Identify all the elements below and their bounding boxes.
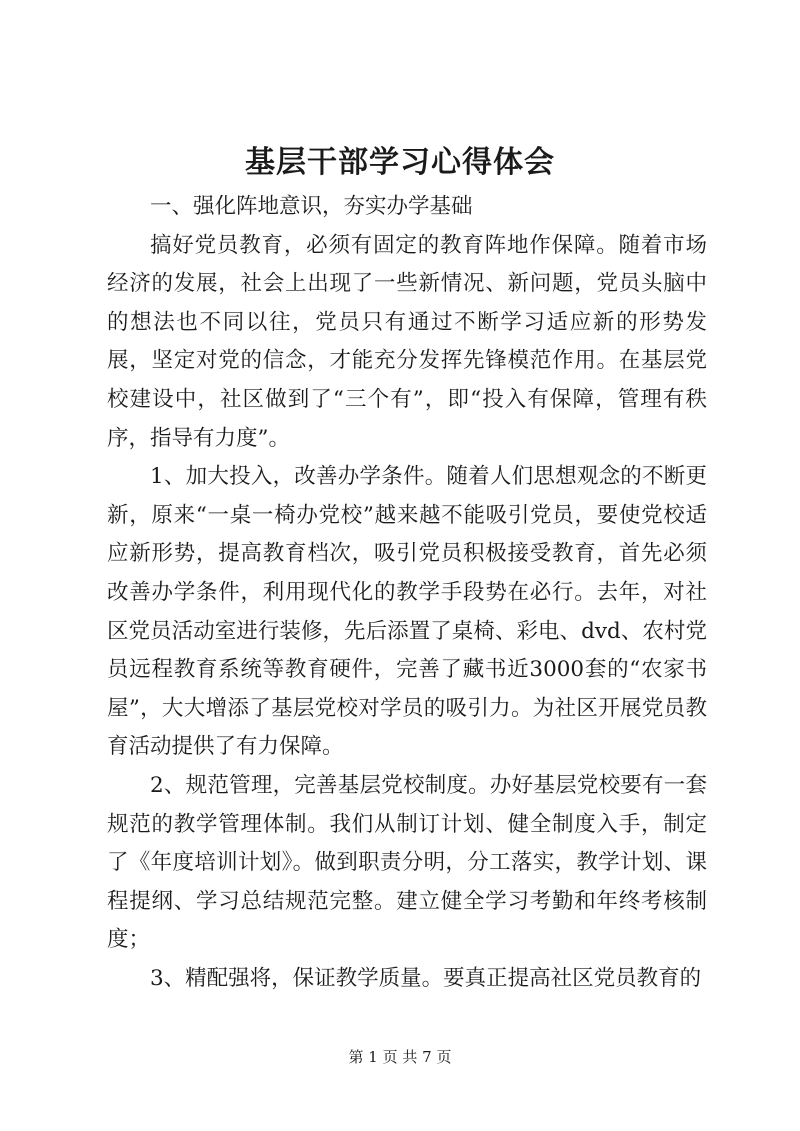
paragraph: 3、精配强将，保证教学质量。要真正提高社区党员教育的 — [150, 965, 702, 991]
section-heading: 一、强化阵地意识，夯实办学基础 — [150, 194, 473, 219]
document-title: 基层干部学习心得体会 — [245, 145, 555, 180]
page-footer: 第 1 页 共 7 页 — [348, 1048, 452, 1066]
paragraph: 1、加大投入，改善办学条件。随着人们思想观念的不断更新，原来“一桌一椅办党校”越来越不能吸引党员，要使党校适应新形势，提高教育档次，吸引党员积极接受教育，首先必须改善办学条件，利用现代化的教学手段势在必行。去年，对社区党员活动室进行装修，先后添置了桌椅、彩电、dvd、农村党员远程教育系统等教育硬件，完善了藏书近3000套的“农家书屋”，大大增添了基层党校对学员的吸引力。为社区开展党员教育活动提供了有力保障。 — [107, 464, 707, 760]
paragraph: 搞好党员教育，必须有固定的教育阵地作保障。随着市场经济的发展，社会上出现了一些新情况、新问题，党员头脑中的想法也不同以往，党员只有通过不断学习适应新的形势发展，坚定对党的信念，才能充分发挥先锋模范作用。在基层党校建设中，社区做到了“三个有”，即“投入有保障，管理有秩序，指导有力度”。 — [107, 232, 707, 451]
document-body — [107, 188, 707, 998]
paragraph: 2、规范管理，完善基层党校制度。办好基层党校要有一套规范的教学管理体制。我们从制订计划、健全制度入手，制定了《年度培训计划》。做到职责分明，分工落实，教学计划、课程提纲、学习总结规范完整。建立健全学习考勤和年终考核制度； — [107, 772, 707, 953]
